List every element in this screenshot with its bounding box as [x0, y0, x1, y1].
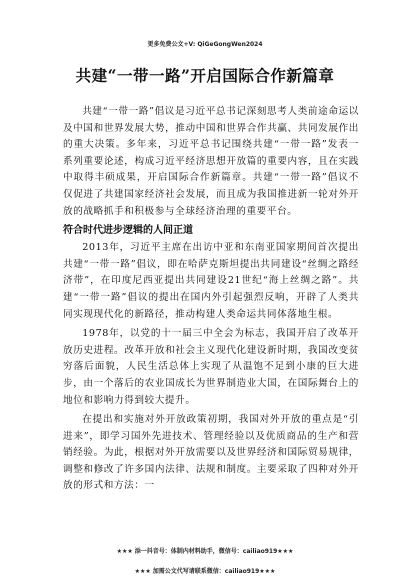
document-title: 共建“一带一路”开启国际合作新篇章 — [75, 66, 335, 85]
paragraph-1978: 1978年，以党的十一届三中全会为标志，我国开启了改革开放历史进程。改革开放和社会主义现代化建设新时期，我国改变贫穷落后面貌，人民生活总体上实现了从温饱不足到小康的巨大进步，由一个落后的农业国成长为世界制造业大国，在国际舞台上的地位和影响力得到较大提升。 — [63, 328, 359, 406]
paragraph-intro: 共建“一带一路”倡议是习近平总书记深刻思考人类前途命运以及中国和世界发展大势，推动中国和世界合作共赢、共同发展作出的重大决策。多年来，习近平总书记围绕共建“一带一路”发表一系列重要论述，构成习近平经济思想开放篇的重要内容，且在实践中取得丰硕成果，开启国际合作新篇章。共建“一带一路”倡议不仅促进了共建国家经济社会发展，而且成为我国推进新一轮对外开放的战略抓手和积极参与全球经济治理的重要平台。 — [63, 106, 359, 217]
footer-note: ★★★ 添一抖音号：体制内材料助手，微信号：cailiao919★★★ — [116, 548, 294, 555]
top-banner: 更多免费公文+V: QiGeGongWen2024 — [147, 41, 263, 48]
footer-ad: ★★★ 加需公文代写请联系微信：cailiao919★★★ — [134, 568, 276, 575]
paragraph-opening-policy: 在提出和实施对外开放政策初期，我国对外开放的重点是“引进来”，即学习国外先进技术、管理经验以及优质商品的生产和营销经验。为此，根据对外开放需要以及世界经济和国际贸易规律，调整和修改了许多国内法律、法规和制度。主要采取了四种对外开放的形式和方法：一 — [63, 414, 359, 492]
document-body — [63, 104, 359, 498]
section-heading: 符合时代进步逻辑的人间正道 — [63, 225, 193, 237]
paragraph-2013: 2013年，习近平主席在出访中亚和东南亚国家期间首次提出共建“一带一路”倡议，即在哈萨克斯坦提出共同建设“丝绸之路经济带”，在印度尼西亚提出共同建设21世纪“海上丝绸之路”。共建“一带一路”倡议的提出在国内外引起强烈反响，开辟了人类共同实现现代化的新路径，推动构建人类命运共同体落地生根。 — [63, 242, 359, 320]
